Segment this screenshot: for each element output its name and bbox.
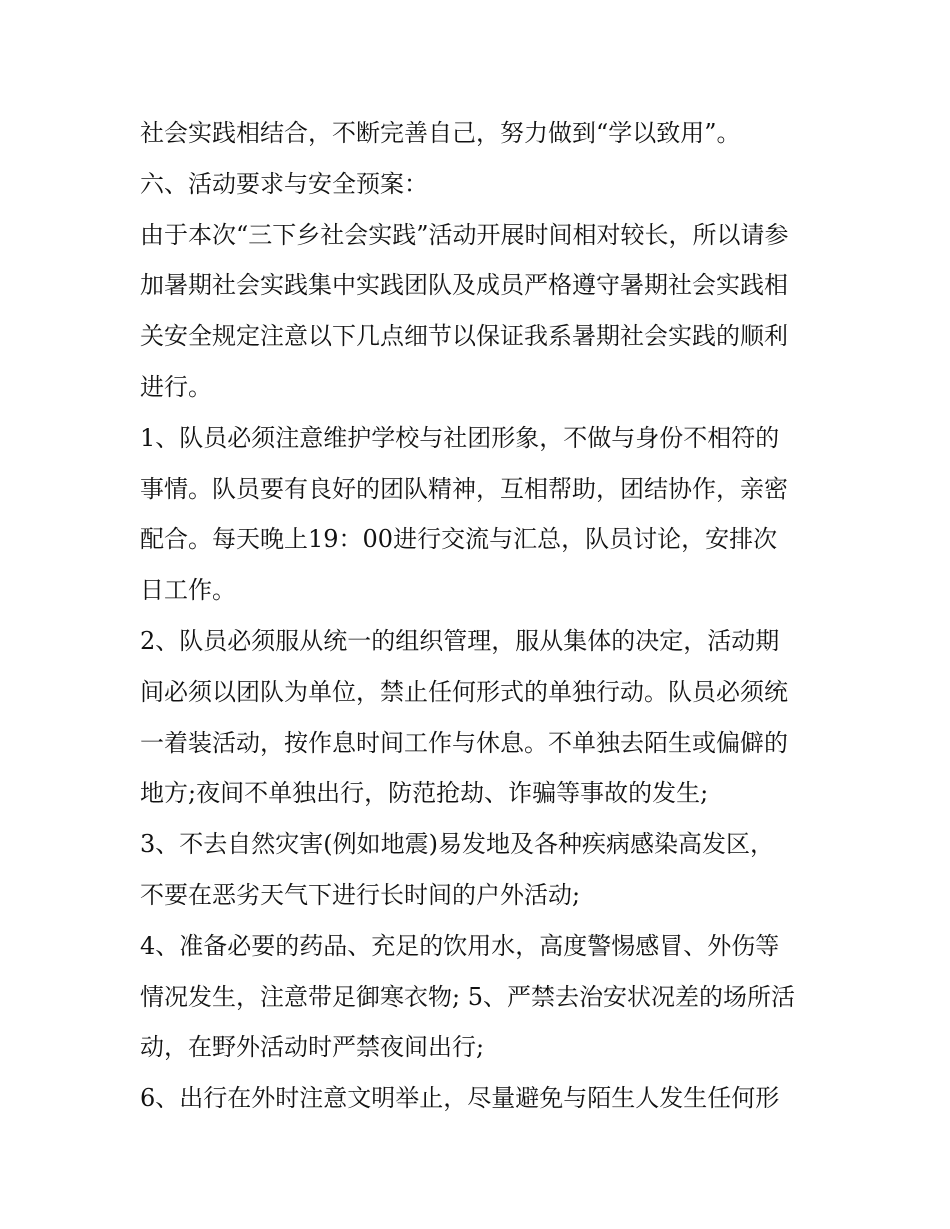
text-line: 1、队员必须注意维护学校与社团形象，不做与身份不相符的	[140, 423, 780, 452]
text-line: 进行。	[140, 372, 212, 401]
text-line: 配合。每天晚上19：00进行交流与汇总，队员讨论，安排次	[140, 525, 778, 554]
text-line: 社会实践相结合，不断完善自己，努力做到“学以致用”。	[140, 119, 741, 147]
text-line: 加暑期社会实践集中实践团队及成员严格遵守暑期社会实践相	[140, 271, 788, 300]
text-line: 2、队员必须服从统一的组织管理，服从集体的决定，活动期	[140, 626, 780, 655]
text-line: 事情。队员要有良好的团队精神，互相帮助，团结协作，亲密	[140, 474, 788, 503]
text-line: 间必须以团队为单位，禁止任何形式的单独行动。队员必须统	[140, 677, 788, 706]
text-line: 6、出行在外时注意文明举止，尽量避免与陌生人发生任何形	[140, 1084, 780, 1113]
text-line: 情况发生，注意带足御寒衣物; 5、严禁去治安状况差的场所活	[140, 982, 795, 1011]
text-line: 3、不去自然灾害(例如地震)易发地及各种疾病感染高发区，	[140, 830, 774, 859]
text-line: 日工作。	[140, 576, 236, 605]
text-line: 关安全规定注意以下几点细节以保证我系暑期社会实践的顺利	[140, 322, 788, 351]
text-line: 一着装活动，按作息时间工作与休息。不单独去陌生或偏僻的	[140, 728, 788, 757]
text-line: 4、准备必要的药品、充足的饮用水，高度警惕感冒、外伤等	[140, 931, 780, 960]
section-heading: 六、活动要求与安全预案：	[140, 169, 428, 198]
text-line: 动，在野外活动时严禁夜间出行;	[140, 1033, 485, 1062]
text-line: 由于本次“三下乡社会实践”活动开展时间相对较长，所以请参	[140, 220, 789, 249]
text-line: 地方;夜间不单独出行，防范抢劫、诈骗等事故的发生;	[140, 779, 709, 808]
text-line: 不要在恶劣天气下进行长时间的户外活动;	[140, 880, 581, 909]
document-body	[140, 108, 830, 1124]
